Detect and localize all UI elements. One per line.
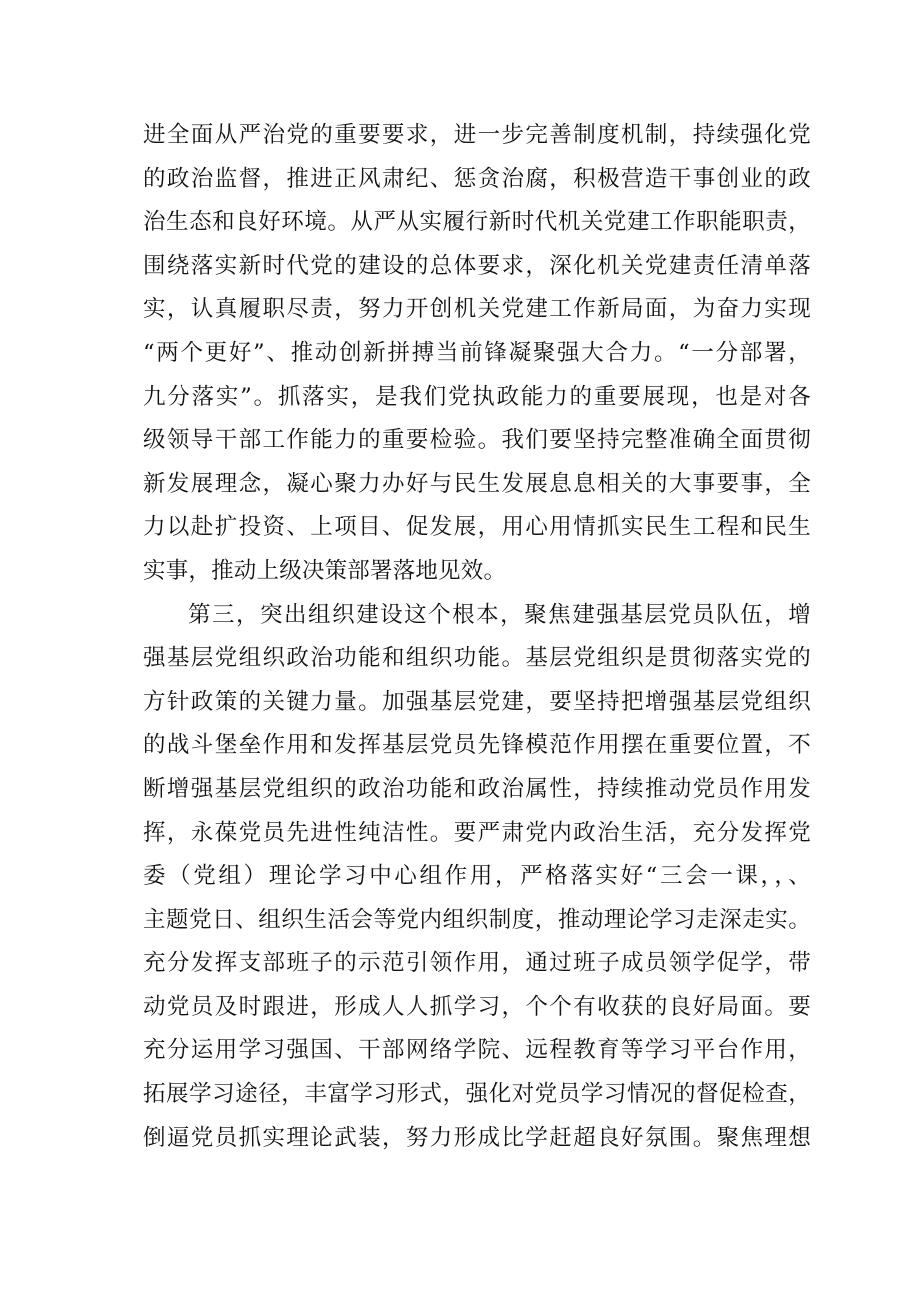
text-line: 新发展理念，凝心聚力办好与民生发展息息相关的大事要事，全	[143, 470, 811, 497]
text-line: “两个更好”、推动创新拼搏当前锋凝聚强大合力。“一分部署，	[143, 339, 811, 366]
text-line: 的政治监督，推进正风肃纪、惩贪治腐，积极营造干事创业的政	[143, 165, 811, 192]
text-line: 九分落实”。抓落实，是我们党执政能力的重要展现，也是对各	[143, 383, 811, 410]
paragraph-start-line: 第三，突出组织建设这个根本，聚焦建强基层党员队伍，增	[188, 601, 811, 628]
text-line: 方针政策的关键力量。加强基层党建，要坚持把增强基层党组织	[143, 688, 811, 715]
text-line: 充分运用学习强国、干部网络学院、远程教育等学习平台作用，	[143, 1037, 811, 1064]
text-line: 委（党组）理论学习中心组作用，严格落实好“三会一课，，、	[143, 863, 811, 890]
text-line: 断增强基层党组织的政治功能和政治属性，持续推动党员作用发	[143, 775, 811, 802]
text-line: 实事，推动上级决策部署落地见效。	[143, 557, 507, 584]
text-line: 进全面从严治党的重要要求，进一步完善制度机制，持续强化党	[143, 122, 811, 148]
text-line: 挥，永葆党员先进性纯洁性。要严肃党内政治生活，充分发挥党	[143, 819, 811, 846]
text-line: 力以赴扩投资、上项目、促发展，用心用情抓实民生工程和民生	[143, 514, 811, 541]
text-line: 强基层党组织政治功能和组织功能。基层党组织是贯彻落实党的	[143, 645, 811, 672]
text-line: 主题党日、组织生活会等党内组织制度，推动理论学习走深走实。	[143, 906, 811, 933]
body-text	[143, 114, 811, 1160]
text-line: 实，认真履职尽责，努力开创机关党建工作新局面，为奋力实现	[143, 296, 811, 323]
text-line: 动党员及时跟进，形成人人抓学习，个个有收获的良好局面。要	[143, 993, 811, 1020]
text-line: 倒逼党员抓实理论武装，努力形成比学赶超良好氛围。聚焦理想	[143, 1124, 811, 1151]
text-line: 围绕落实新时代党的建设的总体要求，深化机关党建责任清单落	[143, 252, 811, 279]
text-line: 充分发挥支部班子的示范引领作用，通过班子成员领学促学，带	[143, 950, 811, 977]
text-line: 治生态和良好环境。从严从实履行新时代机关党建工作职能职责，	[143, 209, 811, 236]
text-line: 级领导干部工作能力的重要检验。我们要坚持完整准确全面贯彻	[143, 427, 811, 454]
text-line: 的战斗堡垒作用和发挥基层党员先锋模范作用摆在重要位置，不	[143, 732, 811, 759]
text-line: 拓展学习途径，丰富学习形式，强化对党员学习情况的督促检查，	[143, 1081, 811, 1108]
